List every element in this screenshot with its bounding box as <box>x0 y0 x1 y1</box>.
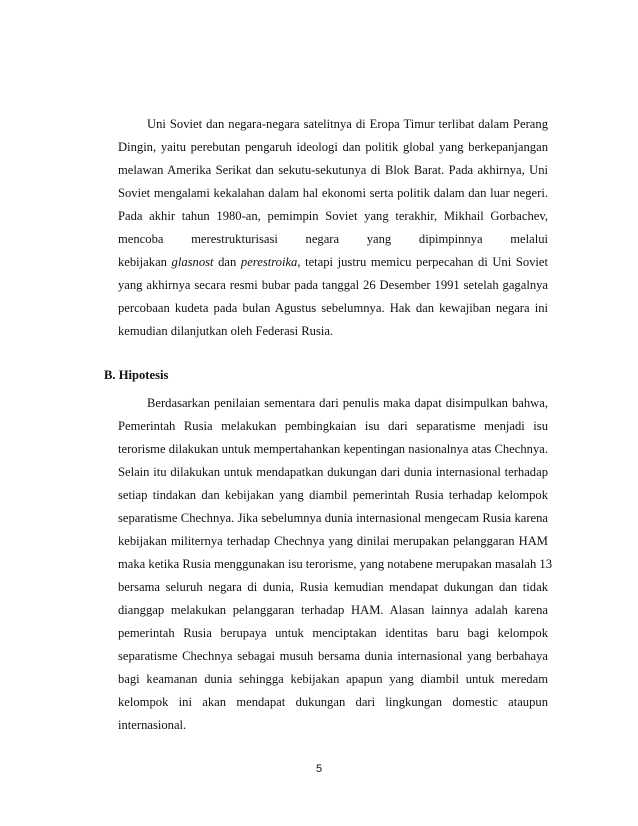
paragraph-2-line-7: kebijakan militernya terhadap Chechnya yang dinilai merupakan pelanggaran HAM <box>118 534 548 548</box>
paragraph-2-line-15: internasional. <box>118 718 187 732</box>
paragraph-1-line-2: Dingin, yaitu perebutan pengaruh ideologi dan politik global yang berkepanjangan <box>118 140 548 154</box>
line-7-before: kebijakan <box>118 255 172 269</box>
paragraph-2-line-9: bersama seluruh negara di dunia, Rusia kemudian mendapat dukungan dan tidak <box>118 580 548 594</box>
paragraph-2-line-10: dianggap melakukan pelanggaran terhadap HAM. Alasan lainnya adalah karena <box>118 603 548 617</box>
italic-term-glasnost: glasnost <box>171 255 214 269</box>
section-heading-hipotesis: B. Hipotesis <box>104 368 169 382</box>
paragraph-1-line-7 <box>118 254 548 270</box>
paragraph-2-line-1: Berdasarkan penilaian sementara dari penulis maka dapat disimpulkan bahwa, <box>147 396 548 410</box>
paragraph-2-line-8: maka ketika Rusia menggunakan isu terorisme, yang notabene merupakan masalah 13 <box>118 557 552 571</box>
paragraph-2-line-2: Pemerintah Rusia melakukan pembingkaian isu dari separatisme menjadi isu <box>118 419 548 433</box>
paragraph-2-line-6: separatisme Chechnya. Jika sebelumnya dunia internasional mengecam Rusia karena <box>118 511 548 525</box>
paragraph-2-line-5: setiap tindakan dan kebijakan yang diambil pemerintah Rusia terhadap kelompok <box>118 488 548 502</box>
italic-term-perestroika: perestroika <box>240 255 298 269</box>
paragraph-2-line-14: kelompok ini akan mendapat dukungan dari lingkungan domestic ataupun <box>118 695 548 709</box>
paragraph-1-line-9: percobaan kudeta pada bulan Agustus sebelumnya. Hak dan kewajiban negara ini <box>118 301 548 315</box>
paragraph-2-line-11: pemerintah Rusia berupaya untuk menciptakan identitas baru bagi kelompok <box>118 626 548 640</box>
paragraph-1-line-6: mencoba merestrukturisasi negara yang dipimpinnya melalui <box>118 232 548 246</box>
paragraph-1-line-1: Uni Soviet dan negara-negara satelitnya di Eropa Timur terlibat dalam Perang <box>147 117 548 131</box>
paragraph-2-line-12: separatisme Chechnya sebagai musuh bersama dunia internasional yang berbahaya <box>118 649 548 663</box>
paragraph-2-line-3: terorisme dilakukan untuk mempertahankan kepentingan nasionalnya atas Chechnya. <box>118 442 548 456</box>
line-7-after: , tetapi justru memicu perpecahan di Uni Soviet <box>297 255 549 269</box>
paragraph-1-line-3: melawan Amerika Serikat dan sekutu-sekutunya di Blok Barat. Pada akhirnya, Uni <box>118 163 548 177</box>
paragraph-2-line-4: Selain itu dilakukan untuk mendapatkan dukungan dari dunia internasional terhadap <box>118 465 548 479</box>
page-number: 5 <box>315 763 323 775</box>
paragraph-1-line-8: yang akhirnya secara resmi bubar pada tanggal 26 Desember 1991 setelah gagalnya <box>118 278 548 292</box>
paragraph-1-line-5: Pada akhir tahun 1980-an, pemimpin Soviet yang terakhir, Mikhail Gorbachev, <box>118 209 548 223</box>
paragraph-1-line-4: Soviet mengalami kekalahan dalam hal ekonomi serta politik dalam dan luar negeri. <box>118 186 548 200</box>
paragraph-2-line-13: bagi keamanan dunia sehingga kebijakan apapun yang diambil untuk meredam <box>118 672 548 686</box>
paragraph-1-line-10: kemudian dilanjutkan oleh Federasi Rusia. <box>118 324 334 338</box>
line-7-middle: dan <box>213 255 241 269</box>
